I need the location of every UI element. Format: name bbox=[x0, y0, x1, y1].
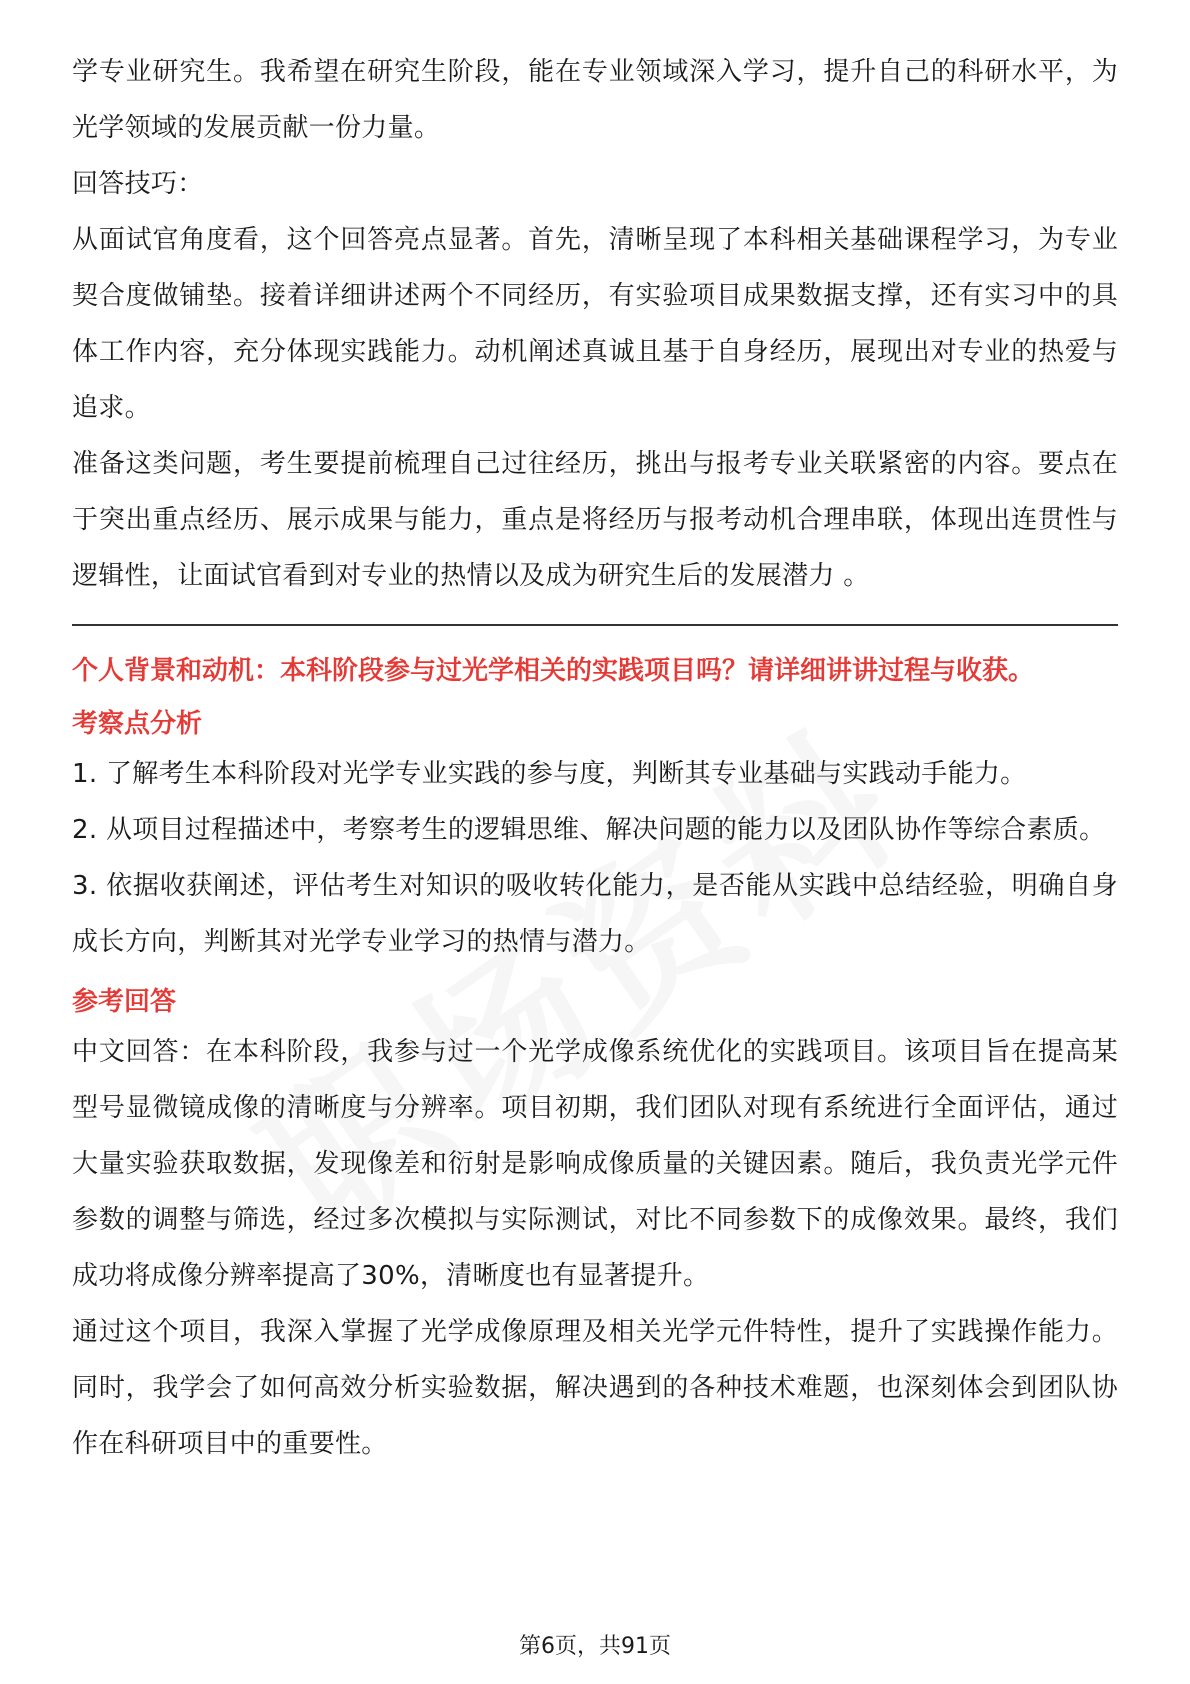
preparation-paragraph: 准备这类问题，考生要提前梳理自己过往经历，挑出与报考专业关联紧密的内容。要点在于突出重点经历、展示成果与能力，重点是将经历与报考动机合理串联，体现出连贯性与逻辑性，让面试官看到对专业的热情以及成为研究生后的发展潜力 。 bbox=[72, 449, 1118, 591]
page-number: 第6页，共91页 bbox=[519, 1634, 671, 1659]
answer-tips-paragraph: 从面试官角度看，这个回答亮点显著。首先，清晰呈现了本科相关基础课程学习，为专业契合度做铺垫。接着详细讲述两个不同经历，有实验项目成果数据支撑，还有实习中的具体工作内容，充分体现实践能力。动机阐述真诚且基于自身经历，展现出对专业的热爱与追求。 bbox=[72, 225, 1118, 423]
answer-tips-label: 回答技巧： bbox=[72, 169, 204, 199]
analysis-item: 2. 从项目过程描述中，考察考生的逻辑思维、解决问题的能力以及团队协作等综合素质。 bbox=[72, 815, 1106, 845]
reference-paragraph: 通过这个项目，我深入掌握了光学成像原理及相关光学元件特性，提升了实践操作能力。同时，我学会了如何高效分析实验数据，解决遇到的各种技术难题，也深刻体会到团队协作在科研项目中的重要性。 bbox=[72, 1317, 1118, 1459]
section-divider bbox=[72, 624, 1118, 626]
analysis-item: 3. 依据收获阐述，评估考生对知识的吸收转化能力，是否能从实践中总结经验，明确自身成长方向，判断其对光学专业学习的热情与潜力。 bbox=[72, 871, 1118, 957]
analysis-item: 1. 了解考生本科阶段对光学专业实践的参与度，判断其专业基础与实践动手能力。 bbox=[72, 759, 1027, 789]
document-page bbox=[72, 44, 1118, 1472]
analysis-heading: 考察点分析 bbox=[72, 709, 203, 739]
reference-heading: 参考回答 bbox=[72, 987, 177, 1017]
reference-paragraph: 中文回答：在本科阶段，我参与过一个光学成像系统优化的实践项目。该项目旨在提高某型号显微镜成像的清晰度与分辨率。项目初期，我们团队对现有系统进行全面评估，通过大量实验获取数据，发现像差和衍射是影响成像质量的关键因素。随后，我负责光学元件参数的调整与筛选，经过多次模拟与实际测试，对比不同参数下的成像效果。最终，我们成功将成像分辨率提高了30%，清晰度也有显著提升。 bbox=[72, 1037, 1118, 1291]
continuation-paragraph: 学专业研究生。我希望在研究生阶段，能在专业领域深入学习，提升自己的科研水平，为光学领域的发展贡献一份力量。 bbox=[72, 57, 1118, 143]
question-title: 个人背景和动机：本科阶段参与过光学相关的实践项目吗？请详细讲讲过程与收获。 bbox=[72, 656, 1035, 686]
